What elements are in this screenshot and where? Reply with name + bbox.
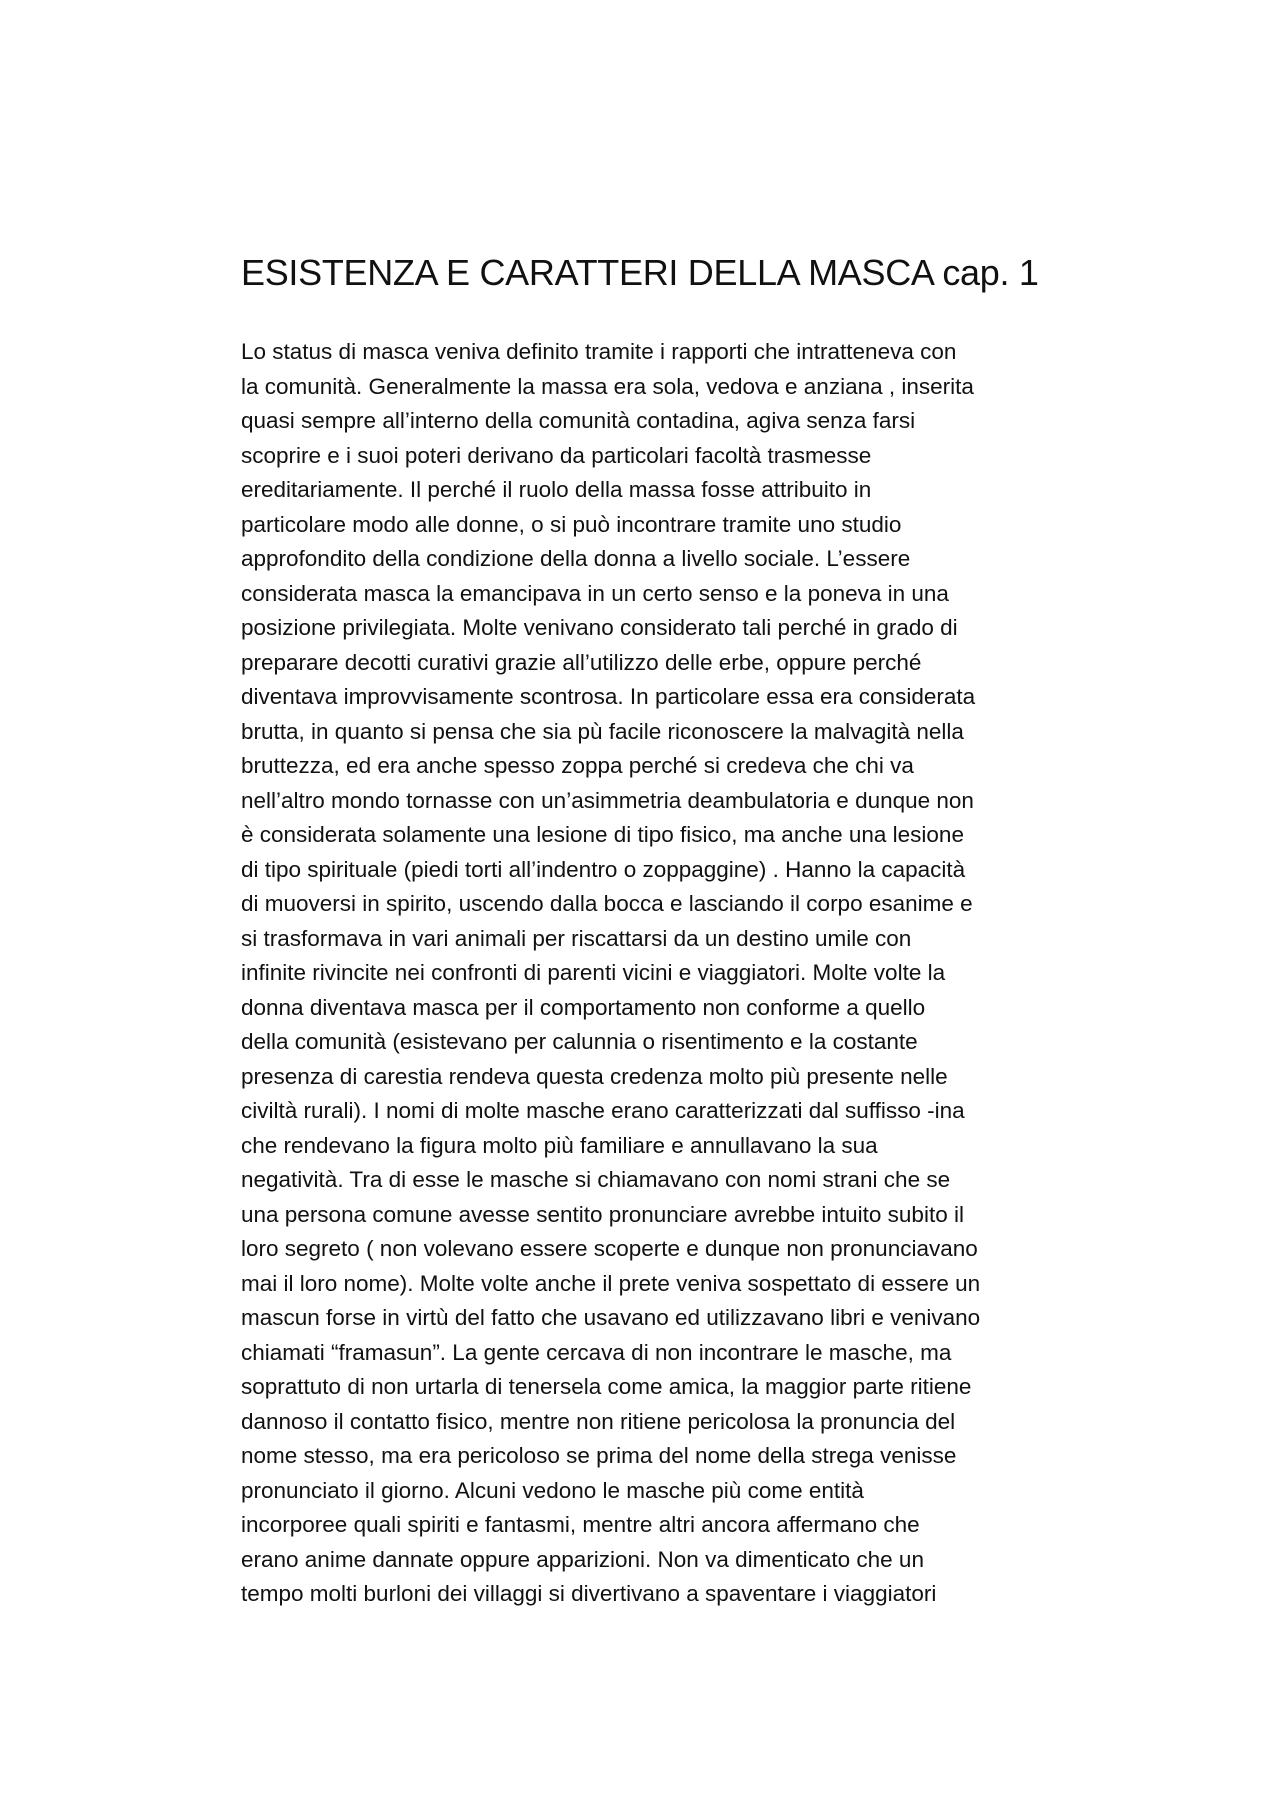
- text-line: diventava improvvisamente scontrosa. In particolare essa era considerata: [241, 684, 976, 709]
- text-line: Lo status di masca veniva definito tramite i rapporti che intratteneva con: [241, 339, 957, 364]
- text-line: loro segreto ( non volevano essere scoperte e dunque non pronunciavano: [241, 1236, 978, 1261]
- text-line: particolare modo alle donne, o si può incontrare tramite uno studio: [241, 511, 902, 537]
- text-line: quasi sempre all’interno della comunità contadina, agiva senza farsi: [241, 408, 916, 433]
- text-line: nell’altro mondo tornasse con un’asimmetria deambulatoria e dunque non: [241, 787, 974, 813]
- text-line: bruttezza, ed era anche spesso zoppa perché si credeva che chi va: [241, 753, 914, 778]
- text-line: di tipo spirituale (piedi torti all’indentro o zoppaggine) . Hanno la capacità: [241, 856, 966, 882]
- text-line: preparare decotti curativi grazie all’utilizzo delle erbe, oppure perché: [241, 649, 922, 675]
- text-line: una persona comune avesse sentito pronunciare avrebbe intuito subito il: [241, 1201, 964, 1227]
- text-line: pronunciato il giorno. Alcuni vedono le masche più come entità: [241, 1477, 864, 1503]
- text-line: civiltà rurali). I nomi di molte masche erano caratterizzati dal suffisso -ina: [241, 1098, 965, 1123]
- text-line: negatività. Tra di esse le masche si chiamavano con nomi strani che se: [241, 1167, 951, 1192]
- text-line: scoprire e i suoi poteri derivano da particolari facoltà trasmesse: [241, 442, 872, 468]
- text-line: posizione privilegiata. Molte venivano considerato tali perché in grado di: [241, 615, 958, 640]
- text-line: infinite rivincite nei confronti di parenti vicini e viaggiatori. Molte volte la: [241, 960, 946, 985]
- text-line: si trasformava in vari animali per riscattarsi da un destino umile con: [241, 925, 912, 951]
- text-line: brutta, in quanto si pensa che sia pù facile riconoscere la malvagità nella: [241, 718, 964, 744]
- text-line: che rendevano la figura molto più familiare e annullavano la sua: [241, 1132, 878, 1158]
- chapter-title: ESISTENZA E CARATTERI DELLA MASCA cap. 1: [241, 252, 1039, 293]
- text-line: erano anime dannate oppure apparizioni. Non va dimenticato che un: [241, 1546, 924, 1572]
- text-line: dannoso il contatto fisico, mentre non ritiene pericolosa la pronuncia del: [241, 1408, 956, 1434]
- text-line: approfondito della condizione della donna a livello sociale. L’essere: [241, 546, 911, 571]
- text-line: chiamati “framasun”. La gente cercava di non incontrare le masche, ma: [241, 1339, 952, 1365]
- body-text: [241, 335, 980, 1612]
- text-line: presenza di carestia rendeva questa credenza molto più presente nelle: [241, 1063, 948, 1089]
- text-line: donna diventava masca per il comportamento non conforme a quello: [241, 994, 926, 1020]
- text-line: mascun forse in virtù del fatto che usavano ed utilizzavano libri e venivano: [241, 1305, 981, 1330]
- text-line: è considerata solamente una lesione di tipo fisico, ma anche una lesione: [241, 822, 964, 847]
- text-line: nome stesso, ma era pericoloso se prima del nome della strega venisse: [241, 1443, 957, 1468]
- text-line: tempo molti burloni dei villaggi si divertivano a spaventare i viaggiatori: [241, 1581, 937, 1606]
- text-line: considerata masca la emancipava in un certo senso e la poneva in una: [241, 580, 949, 606]
- text-line: soprattuto di non urtarla di tenersela come amica, la maggior parte ritiene: [241, 1374, 972, 1399]
- text-line: la comunità. Generalmente la massa era sola, vedova e anziana , inserita: [241, 373, 974, 399]
- text-line: ereditariamente. Il perché il ruolo della massa fosse attribuito in: [241, 477, 872, 502]
- text-line: mai il loro nome). Molte volte anche il prete veniva sospettato di essere un: [241, 1270, 981, 1296]
- text-line: di muoversi in spirito, uscendo dalla bocca e lasciando il corpo esanime e: [241, 891, 973, 916]
- text-line: incorporee quali spiriti e fantasmi, mentre altri ancora affermano che: [241, 1512, 920, 1537]
- text-line: della comunità (esistevano per calunnia o risentimento e la costante: [241, 1029, 918, 1054]
